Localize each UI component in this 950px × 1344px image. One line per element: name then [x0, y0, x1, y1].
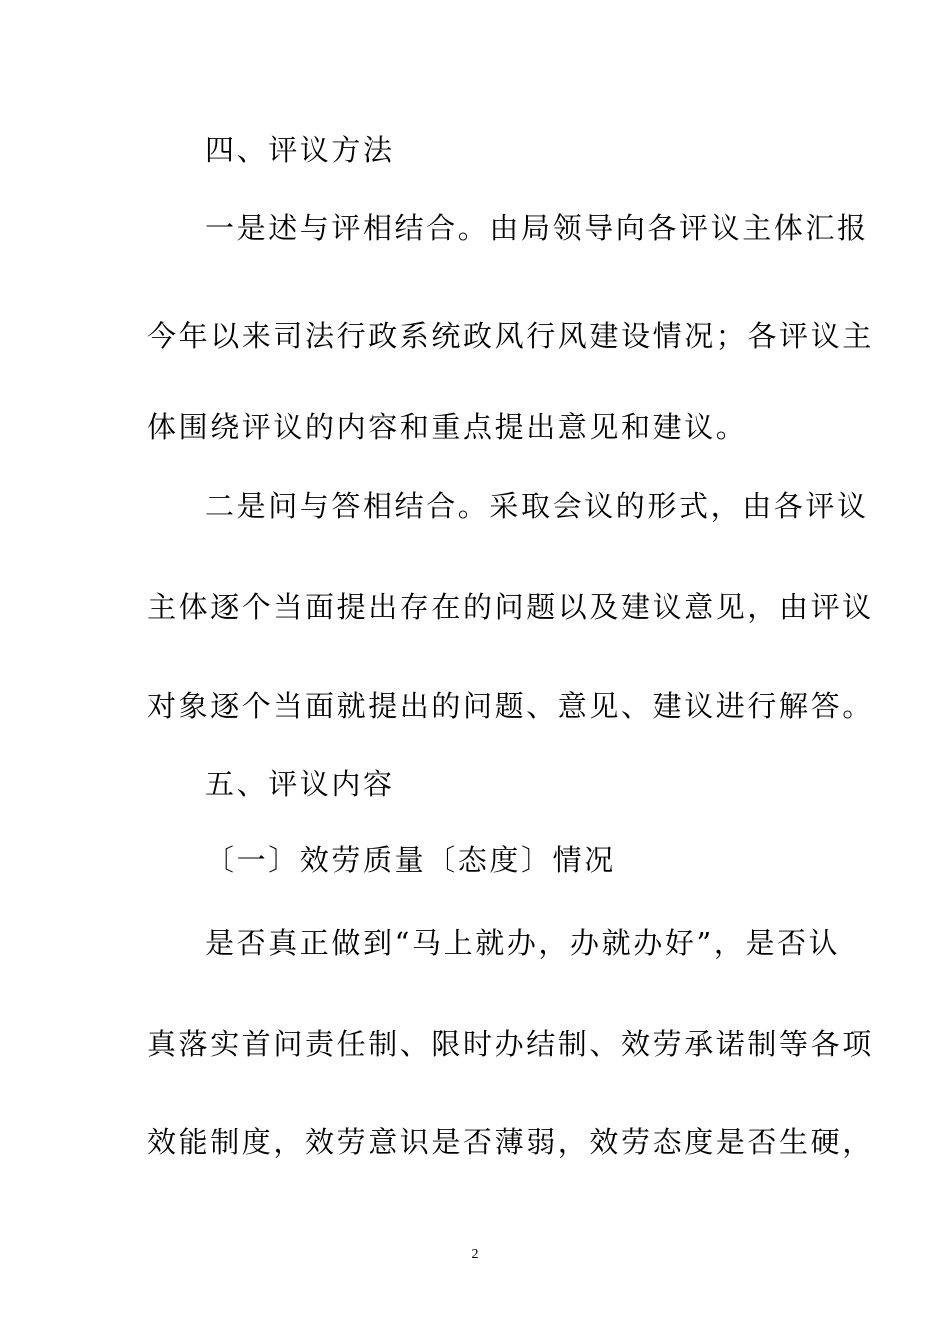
paragraph-line: 是否真正做到“马上就办，办就办好”，是否认: [205, 926, 841, 960]
paragraph-line: 二是问与答相结合。采取会议的形式，由各评议: [205, 489, 869, 523]
section-heading-evaluation-method: 四、评议方法: [205, 133, 395, 167]
subsection-heading-service-quality: 〔一〕效劳质量〔态度〕情况: [205, 843, 616, 877]
paragraph-line: 一是述与评相结合。由局领导向各评议主体汇报: [205, 211, 869, 245]
section-heading-evaluation-content: 五、评议内容: [205, 767, 395, 801]
page-number: 2: [471, 1247, 479, 1262]
paragraph-line: 真落实首问责任制、限时办结制、效劳承诺制等各项: [147, 1027, 874, 1061]
paragraph-line: 对象逐个当面就提出的问题、意见、建议进行解答。: [147, 689, 874, 723]
paragraph-line: 效能制度，效劳意识是否薄弱，效劳态度是否生硬，: [147, 1125, 874, 1159]
paragraph-line: 主体逐个当面提出存在的问题以及建议意见，由评议: [147, 590, 874, 624]
paragraph-line: 体围绕评议的内容和重点提出意见和建议。: [147, 410, 748, 444]
paragraph-line: 今年以来司法行政系统政风行风建设情况；各评议主: [147, 319, 874, 353]
